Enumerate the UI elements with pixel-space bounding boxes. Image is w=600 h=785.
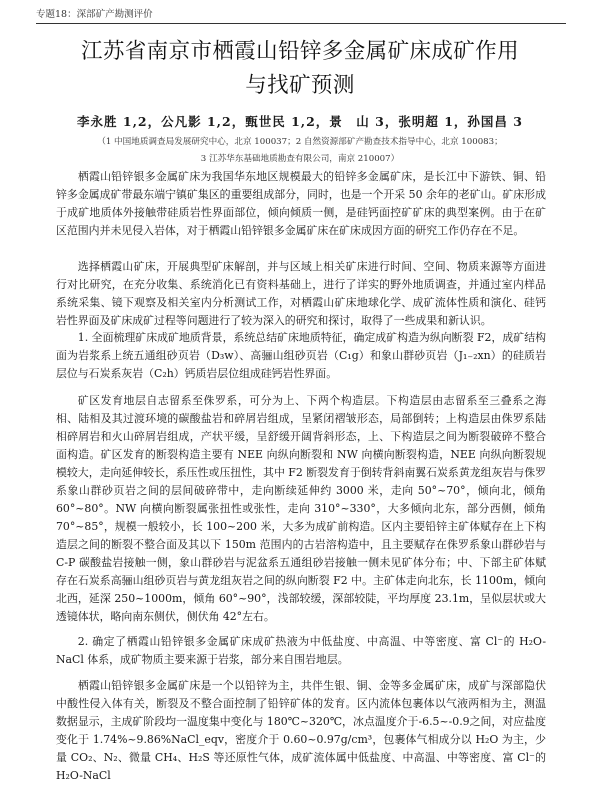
affiliation-line-1: （1 中国地质调查局发展研究中心，北京 100037；2 自然资源部矿产勘查技术指导中心，北京 100083； [97, 137, 503, 147]
paragraph-geology: 矿区发育地层自志留系至侏罗系，可分为上、下两个构造层。下构造层由志留系至三叠系之海相、陆相及其过渡环境的碳酸盐岩和碎屑岩组成，呈紧闭褶皱形态，局部倒转；上构造层由侏罗系陆相碎屑岩和火山碎屑岩组成，产状平缓，呈舒缓开阔背斜形态，上、下构造层之间为断裂破碎不整合面构造。矿区发育的断裂构造主要有 NEE 向纵向断裂和 NW 向横向断裂构造，NEE 向纵向断裂规模较大，走向延伸较长，系压性或压扭性，其中 F2 断裂发育于倒转背斜南翼石炭系黄龙组灰岩与侏罗系象山群砂页岩之间的层间破碎带中，走向断续延伸约 3000 米，走向 50°~70°，倾向北，倾角 60°~80°。NW 向横向断裂属张扭性或张性，走向 310°~330°，大多倾向北东，部分西侧，倾角 70°~85°，规模一般较小，长 100~200 米，大多为成矿前构造。区内主要铅锌主矿体赋存在上下构造层之间的断裂不整合面及其以下 150m 范围内的古岩溶构造中，且主要赋存在侏罗系象山群砂岩与 C-P 碳酸盐岩接触一侧，象山群砂岩与泥盆系五通组砂岩接触一侧未见矿体分布；中、下部主矿体赋存在石炭系高骊山组砂页岩与黄龙组灰岩之间的纵向断裂 F2 中。主矿体走向北东，长 1100m，倾向北西，延深 250~1000m，倾角 60°~90°，浅部较缓，深部较陡，平均厚度 23.1m，呈似层状或大透镜体状，略向南东侧伏，侧伏角 42°左右。 [56, 394, 546, 623]
paper-title-line-2: 与找矿预测 [245, 73, 355, 98]
paragraph-introduction: 栖霞山铅锌银多金属矿床为我国华东地区规模最大的铅锌多金属矿床，是长江中下游铁、铜、铅锌多金属成矿带最东端宁镇矿集区的重要组成部分，同时，也是一个开采 50 余年的老矿山。矿床形成于成矿地质体外接触带硅质岩性界面部位，倾向倾质一侧，是硅钙面控矿矿床的典型案例。由于在矿区范围内并未见侵入岩体，对于栖霞山铅锌银多金属矿床在矿床成因方面的研究工作仍存在不足。 [56, 170, 546, 237]
paragraph-methods: 选择栖霞山矿床，开展典型矿床解剖，并与区域上相关矿床进行时间、空间、物质来源等方面进行对比研究，在充分收集、系统消化已有资料基础上，进行了详实的野外地质调查，并通过室内样品系统采集、镜下观察及相关室内分析测试工作，对栖霞山矿床地球化学、成矿流体性质和演化、硅钙岩性界面及矿床成矿过程等问题进行了较为深入的研究和探讨，取得了一些成果和新认识。 [56, 260, 546, 327]
paragraph-finding-2: 2. 确定了栖霞山铅锌银多金属矿床成矿热液为中低盐度、中高温、中等密度、富 Cl⁻的 H₂O-NaCl 体系，成矿物质主要来源于岩浆，部分来自围岩地层。 [56, 635, 546, 666]
paragraph-finding-1: 1. 全面梳理矿床成矿地质背景，系统总结矿床地质特征，确定成矿构造为纵向断裂 F2，成矿结构面为岩浆系上统五通组砂页岩（D₃w）、高骊山组砂页岩（C₁g）和象山群砂页岩（J₁₋₂xn）的硅质岩层位与石炭系灰岩（C₂h）钙质岩层位组成硅钙岩性界面。 [56, 331, 546, 380]
paragraph-fluid-inclusions: 栖霞山铅锌银多金属矿床是一个以铅锌为主，共伴生银、铜、金等多金属矿床，成矿与深部隐伏中酸性侵入体有关，断裂及不整合面控制了铅锌矿体的发育。区内流体包裹体以气液两相为主，测温数据显示，主成矿阶段均一温度集中变化与 180℃~320℃，冰点温度介于-6.5~-0.9之间，对应盐度变化于 1.74%~9.86%NaCl_eqv，密度介于 0.60~0.97g/cm³，包裹体气相成分以 H₂O 为主，少量 CO₂、N₂、微量 CH₄、H₂S 等还原性气体，成矿流体属中低盐度、中高温、中等密度、富 Cl⁻的 H₂O-NaCl [56, 679, 546, 782]
running-header: 专题18：深部矿产勘测评价 [36, 8, 566, 24]
author-list: 李永胜 1,2，公凡影 1,2，甄世民 1,2，景 山 3，张明超 1，孙国昌 3 [77, 114, 523, 129]
paper-title-line-1: 江苏省南京市栖霞山铅锌多金属矿床成矿作用 [80, 39, 519, 64]
affiliation-line-2: 3 江苏华东基础地质勘查有限公司，南京 210007） [200, 154, 400, 164]
